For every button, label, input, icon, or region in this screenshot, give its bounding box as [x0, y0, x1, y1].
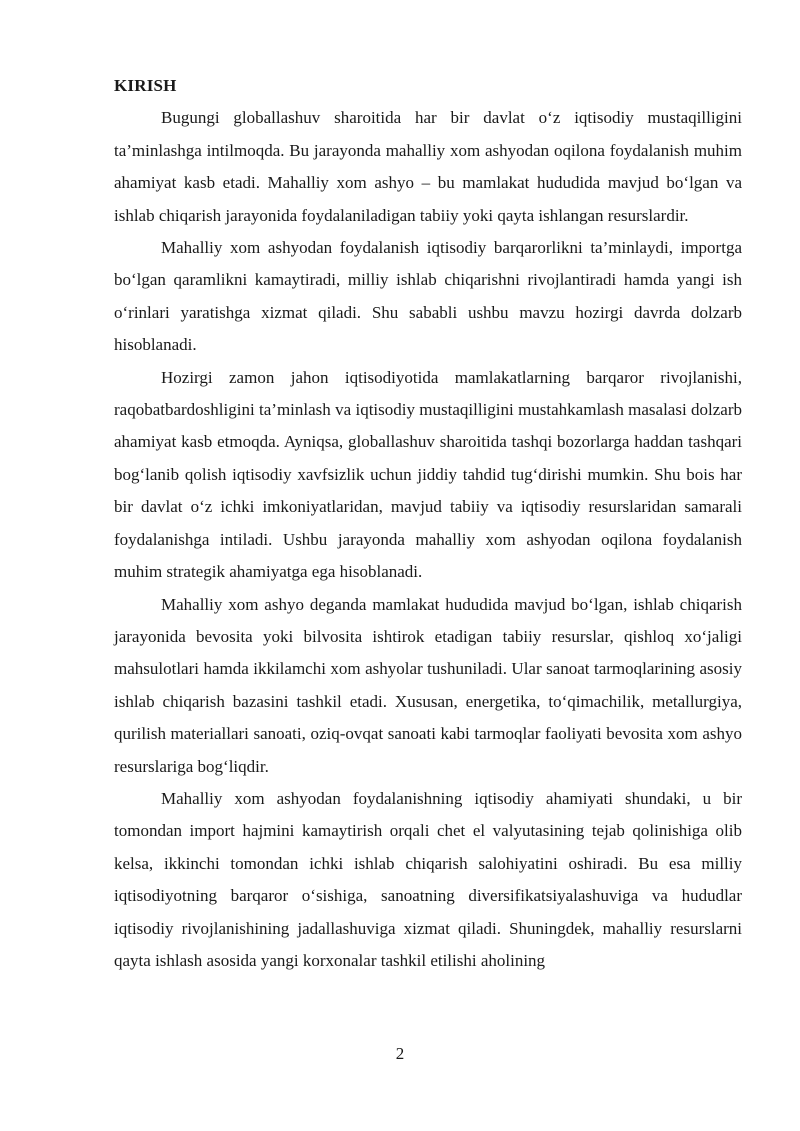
document-page: [114, 70, 742, 977]
paragraph-5: Mahalliy xom ashyodan foydalanishning iqtisodiy ahamiyati shundaki, u bir tomondan import hajmini kamaytirish orqali chet el valyutasining tejab qolinishiga olib kelsa, ikkinchi tomondan ichki ishlab chiqarish salohiyatini oshiradi. Bu esa milliy iqtisodiyotning barqaror o‘sishiga, sanoatning diversifikatsiyalashuviga va hududlar iqtisodiy rivojlanishining jadallashuviga xizmat qiladi. Shuningdek, mahalliy resurslarni qayta ishlash asosida yangi korxonalar tashkil etilishi aholining: [114, 788, 742, 970]
page-number: 2: [395, 1044, 405, 1063]
paragraph-3: Hozirgi zamon jahon iqtisodiyotida mamlakatlarning barqaror rivojlanishi, raqobatbardoshligini ta’minlash va iqtisodiy mustaqilligini mustahkamlash masalasi dolzarb ahamiyat kasb etmoqda. Ayniqsa, globallashuv sharoitida tashqi bozorlarga haddan tashqari bog‘lanib qolish iqtisodiy xavfsizlik uchun jiddiy tahdid tug‘dirishi mumkin. Shu bois har bir davlat o‘z ichki imkoniyatlaridan, mavjud tabiiy va iqtisodiy resurslaridan samarali foydalanishga intiladi. Ushbu jarayonda mahalliy xom ashyodan oqilona foydalanish muhim strategik ahamiyatga ega hisoblanadi.: [114, 367, 742, 582]
paragraph-2: Mahalliy xom ashyodan foydalanish iqtisodiy barqarorlikni ta’minlaydi, importga bo‘lgan qaramlikni kamaytiradi, milliy ishlab chiqarishni rivojlantiradi hamda yangi ish o‘rinlari yaratishga xizmat qiladi. Shu sababli ushbu mavzu hozirgi davrda dolzarb hisoblanadi.: [114, 238, 742, 355]
paragraph-1: Bugungi globallashuv sharoitida har bir davlat o‘z iqtisodiy mustaqilligini ta’minlashga intilmoqda. Bu jarayonda mahalliy xom ashyodan oqilona foydalanish muhim ahamiyat kasb etadi. Mahalliy xom ashyo – bu mamlakat hududida mavjud bo‘lgan va ishlab chiqarish jarayonida foydalaniladigan tabiiy yoki qayta ishlangan resurslardir.: [114, 108, 742, 225]
paragraph-4: Mahalliy xom ashyo deganda mamlakat hududida mavjud bo‘lgan, ishlab chiqarish jarayonida bevosita yoki bilvosita ishtirok etadigan tabiiy resurslar, qishloq xo‘jaligi mahsulotlari hamda ikkilamchi xom ashyolar tushuniladi. Ular sanoat tarmoqlarining asosiy ishlab chiqarish bazasini tashkil etadi. Xususan, energetika, to‘qimachilik, metallurgiya, qurilish materiallari sanoati, oziq-ovqat sanoati kabi tarmoqlar faoliyati bevosita xom ashyo resurslariga bog‘liqdir.: [114, 594, 742, 776]
section-heading: KIRISH: [114, 76, 177, 95]
